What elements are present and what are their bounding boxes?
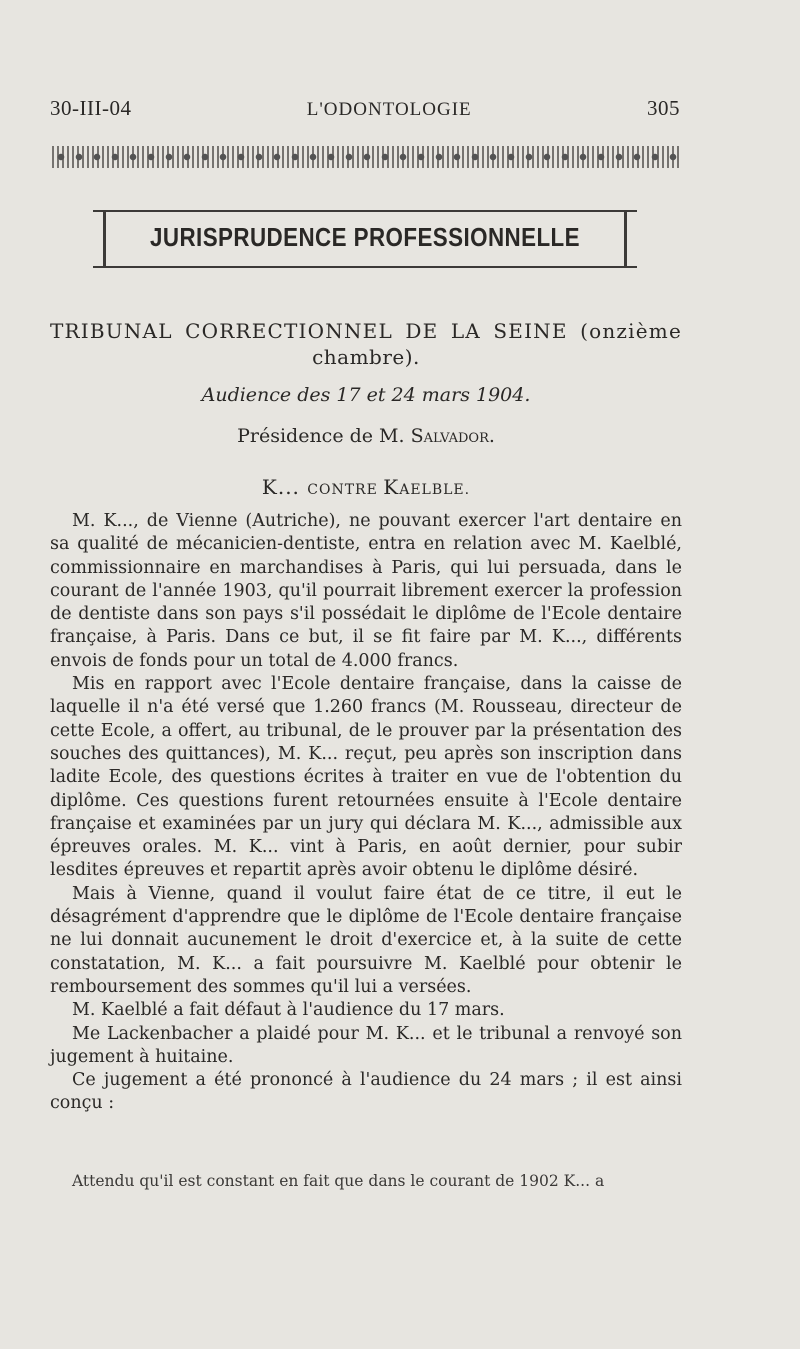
paragraph-5: Me Lackenbacher a plaidé pour M. K... et le tribunal a renvoyé son jugement à huitaine. xyxy=(50,1023,682,1067)
journal-title: L'ODONTOLOGIE xyxy=(306,99,472,120)
paragraph-3: Mais à Vienne, quand il voulut faire état de ce titre, il eut le désagrément d'apprendre que le diplôme de l'Ecole dentaire française ne lui donnait aucunement le droit d'exercice et, à la suite de cette constatation, M. K... a fait poursuivre M. Kaelblé pour obtenir le remboursement des sommes qu'il lui a versées. xyxy=(50,883,682,997)
audience-dates: Audience des 17 et 24 mars 1904. xyxy=(201,384,531,406)
plaintiff: K... xyxy=(261,475,308,499)
defendant-rest: AELBLE. xyxy=(399,482,471,498)
tribunal-title xyxy=(50,318,682,370)
presidence-suffix: . xyxy=(488,425,495,447)
tribunal-line-1: TRIBUNAL CORRECTIONNEL DE LA SEINE (onzième xyxy=(50,319,682,343)
judgment-quote: Attendu qu'il est constant en fait que dans le courant de 1902 K... a xyxy=(72,1172,605,1190)
frame-bottom-rule xyxy=(93,266,637,268)
tribunal-line-2: chambre). xyxy=(312,345,420,369)
section-heading: JURISPRUDENCE PROFESSIONNELLE xyxy=(150,222,580,252)
issue-date: 30-III-04 xyxy=(50,96,132,120)
case-parties xyxy=(50,475,682,499)
frame-left-bar xyxy=(103,212,106,268)
contre-word: CONTRE xyxy=(307,482,384,498)
paragraph-2: Mis en rapport avec l'Ecole dentaire française, dans la caisse de laquelle il n'a été versé que 1.260 francs (M. Rousseau, directeur de cette Ecole, a offert, au tribunal, de le prouver par la présentation des souches des quittances), M. K... reçut, peu après son inscription dans ladite Ecole, des questions écrites à traiter en vue de l'obtention du diplôme. Ces questions furent retournées ensuite à l'Ecole dentaire française et examinées par un jury qui déclara M. K..., admissible aux épreuves orales. M. K... vint à Paris, en août dernier, pour subir lesdites épreuves et repartit après avoir obtenu le diplôme désiré. xyxy=(50,674,682,881)
running-header xyxy=(50,96,680,121)
presidence-line xyxy=(50,425,682,447)
page-number: 305 xyxy=(646,96,680,120)
paragraph-1: M. K..., de Vienne (Autriche), ne pouvant exercer l'art dentaire en sa qualité de mécanicien-dentiste, entra en relation avec M. Kaelblé, commissionnaire en marchandises à Paris, qui lui persuada, dans le courant de l'année 1903, qu'il pourrait librement exercer la profession de dentiste dans son pays s'il possédait le diplôme de l'Ecole dentaire française, à Paris. Dans ce but, il se fit faire par M. K..., différents envois de fonds pour un total de 4.000 francs. xyxy=(50,511,682,671)
president-name: Salvador xyxy=(410,425,489,447)
paragraph-6: Ce jugement a été prononcé à l'audience du 24 mars ; il est ainsi conçu : xyxy=(50,1070,682,1114)
paragraph-4: M. Kaelblé a fait défaut à l'audience du 17 mars. xyxy=(72,1000,505,1021)
article-body xyxy=(50,510,682,1116)
decorative-ornament-band xyxy=(52,146,682,168)
defendant-initial: K xyxy=(383,475,400,499)
frame-top-rule xyxy=(93,210,637,212)
frame-right-bar xyxy=(624,212,627,268)
section-heading-frame xyxy=(93,200,637,272)
presidence-prefix: Présidence de M. xyxy=(237,425,411,447)
